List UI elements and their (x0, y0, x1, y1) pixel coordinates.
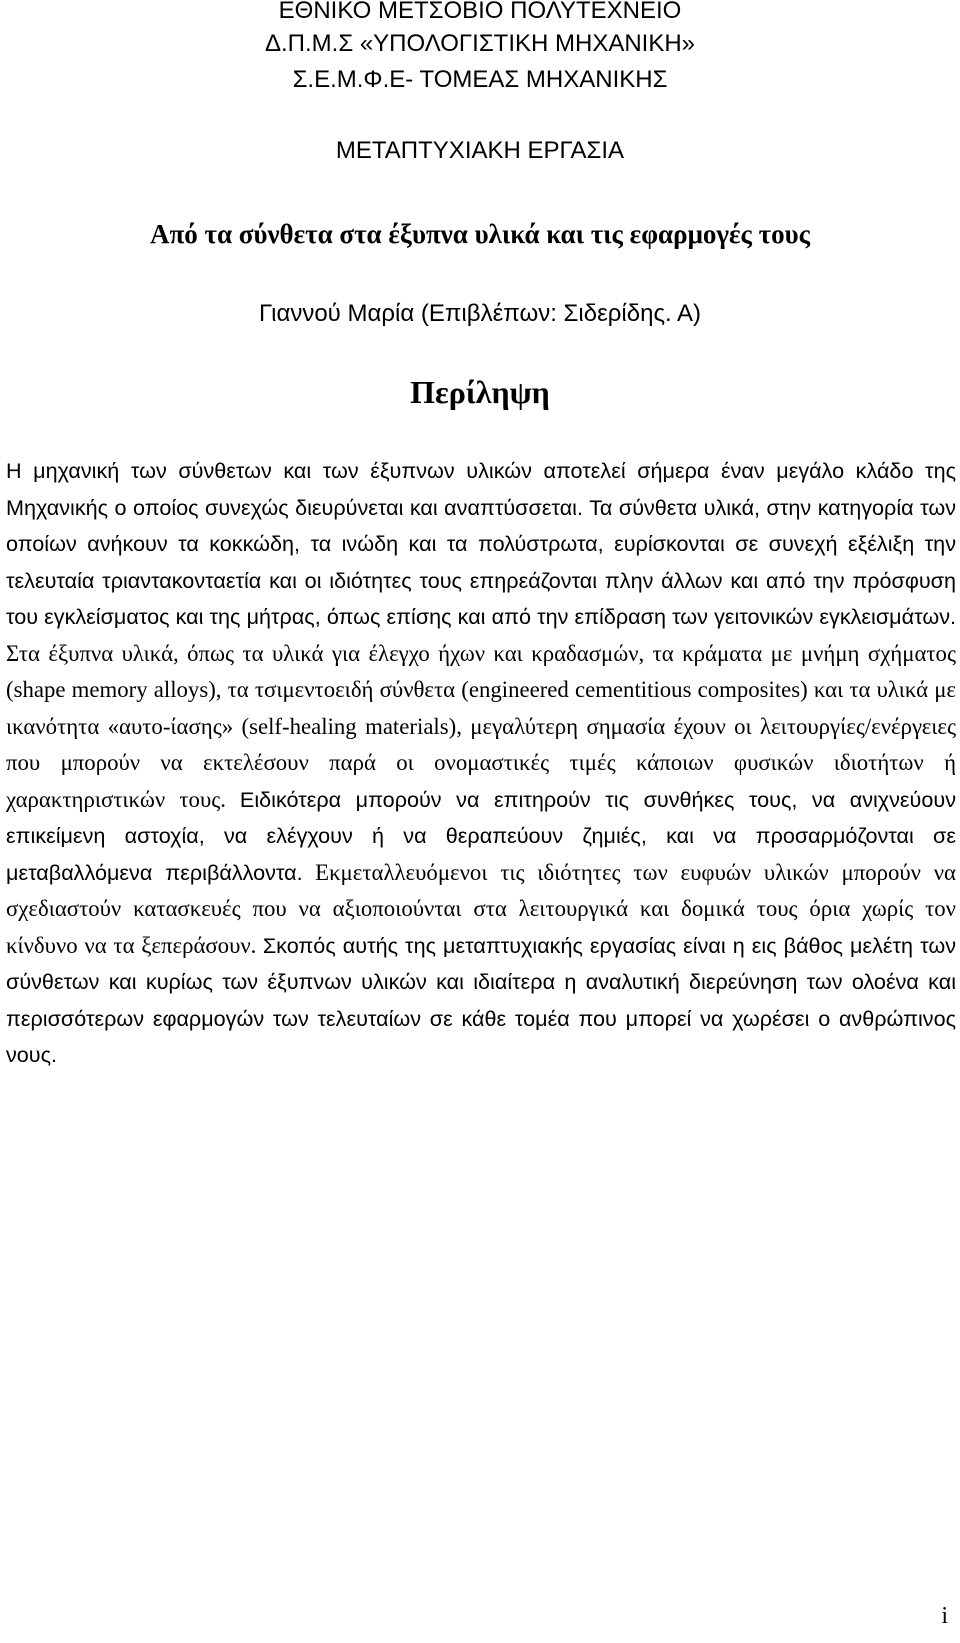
author-line: Γιαννού Μαρία (Επιβλέπων: Σιδερίδης. Α) (258, 300, 702, 327)
page-number: i (941, 1603, 948, 1629)
abstract-text-part-3: Ειδικότερα μπορούν να επιτηρούν τις συνθήκες τους, να ανιχνεύουν επικείμενη αστοχία, να ελέγχουν ή να θεραπεύουν ζημιές, και να προσαρμόζονται σε μεταβαλλόμενα περιβάλλοντα. (6, 786, 956, 885)
thesis-title: Από τα σύνθετα στα έξυπνα υλικά και τις εφαρμογές τους (149, 219, 811, 249)
abstract-body (6, 453, 956, 1074)
university-name: ΕΘΝΙΚΟ ΜΕΤΣΟΒΙΟ ΠΟΛΥΤΕΧΝΕΙΟ (278, 0, 682, 24)
abstract-text-part-4: Εκμεταλλευόμενοι τις ιδιότητες των ευφυών υλικών μπορούν να σχεδιαστούν κατασκευές που να αξιοποιούνται στα λειτουργικά και δομικά τους όρια χωρίς τον κίνδυνο να τα ξεπεράσουν. (6, 859, 956, 958)
abstract-text-part-1: Η μηχανική των σύνθετων και των έξυπνων υλικών αποτελεί σήμερα έναν μεγάλο κλάδο της Μηχανικής ο οποίος συνεχώς διευρύνεται και αναπτύσσεται. Τα σύνθετα υλικά, στην κατηγορία των οποίων ανήκουν τα κοκκώδη, τα ινώδη και τα πολύστρωτα, ευρίσκονται σε συνεχή εξέλιξη την τελευταία τριαντακονταετία και οι ιδιότητες τους επηρεάζονται πλην άλλων και από την πρόσφυση του εγκλείσματος και της μήτρας, όπως επίσης και από την επίδραση των γειτονικών εγκλεισμάτων. (6, 458, 956, 629)
thesis-type: ΜΕΤΑΠΤΥΧΙΑΚΗ ΕΡΓΑΣΙΑ (335, 137, 625, 164)
program-name: Δ.Π.Μ.Σ «ΥΠΟΛΟΓΙΣΤΙΚΗ ΜΗΧΑΝΙΚΗ» (264, 30, 696, 57)
abstract-text-part-5: Σκοπός αυτής της μεταπτυχιακής εργασίας είναι η εις βάθος μελέτη των σύνθετων και κυρίως των έξυπνων υλικών και ιδιαίτερα η αναλυτική διερεύνηση των ολοένα και περισσότερων εφαρμογών των τελευταίων σε κάθε τομέα που μπορεί να χωρέσει ο ανθρώπινος νους. (6, 932, 956, 1067)
abstract-heading: Περίληψη (410, 374, 550, 410)
department-name: Σ.Ε.Μ.Φ.Ε- ΤΟΜΕΑΣ ΜΗΧΑΝΙΚΗΣ (292, 66, 668, 93)
abstract-text-part-2: Στα έξυπνα υλικά, όπως τα υλικά για έλεγχο ήχων και κραδασμών, τα κράματα με μνήμη σχήματος (shape memory alloys), τα τσιμεντοειδή σύνθετα (engineered cementitious composites) και τα υλικά με ικανότητα «αυτο-ίασης» (self-healing materials), μεγαλύτερη σημασία έχουν οι λειτουργίες/ενέργειες που μπορούν να εκτελέσουν παρά οι ονομαστικές τιμές κάποιων φυσικών ιδιοτήτων ή χαρακτηριστικών τους. (6, 640, 956, 812)
